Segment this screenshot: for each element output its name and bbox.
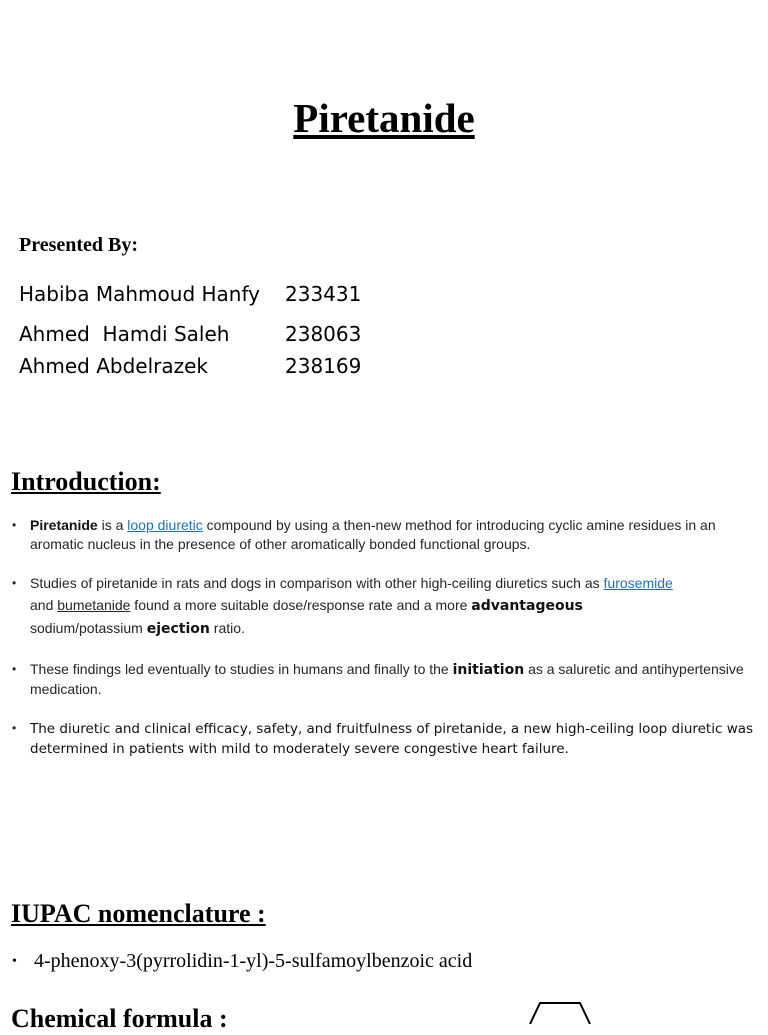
bullet-icon: • (12, 662, 17, 676)
bold-term: ejection (146, 621, 210, 637)
member-row (19, 280, 361, 308)
bullet-icon: • (12, 721, 17, 735)
member-name: Habiba Mahmoud Hanfy (19, 282, 260, 306)
member-id: 233431 (285, 282, 362, 306)
iupac-name-item (12, 947, 472, 976)
member-id: 238169 (285, 354, 362, 378)
text-run: and (30, 597, 58, 613)
member-name: Ahmed Hamdi Saleh (19, 322, 230, 346)
introduction-heading: Introduction: (11, 467, 161, 496)
loop-diuretic-link[interactable]: loop diuretic (127, 517, 203, 533)
text-run: found a more suitable dose/response rate and a more (130, 597, 472, 613)
bullet-icon: • (12, 518, 17, 532)
text-run: The diuretic and clinical efficacy, safety, and fruitfulness of piretanide, a new high-ceiling loop diuretic was determined in patients with mild to moderately severe congestive heart failure. (30, 721, 754, 757)
bumetanide-term: bumetanide (57, 597, 131, 613)
page-title: Piretanide (293, 95, 475, 141)
text-run: compound by using a then-new method for introducing cyclic amine residues in an aromatic nucleus in the presence of other aromatically bonded functional groups. (30, 517, 716, 552)
list-item (12, 719, 768, 759)
list-item (12, 660, 768, 699)
structure-ring-edge (530, 1003, 590, 1024)
text-run: sodium/potassium (30, 620, 147, 636)
list-item (12, 516, 768, 554)
bold-term: advantageous (471, 598, 583, 614)
text-run: Studies of piretanide in rats and dogs in comparison with other high-ceiling diuretics such as (30, 575, 604, 591)
text-run: is a (97, 517, 128, 533)
bold-term: initiation (452, 662, 525, 678)
member-id: 238063 (285, 322, 362, 346)
list-item (12, 572, 768, 640)
member-row (19, 352, 361, 380)
text-run: as a saluretic and antihypertensive medication. (30, 661, 744, 697)
member-name: Ahmed Abdelrazek (19, 354, 208, 378)
text-run: These findings led eventually to studies in humans and finally to the (30, 661, 453, 677)
bullet-icon: • (12, 576, 17, 590)
presented-by-label: Presented By: (19, 234, 139, 256)
member-row (19, 320, 361, 348)
iupac-heading: IUPAC nomenclature : (11, 899, 266, 928)
bullet-icon: • (12, 954, 17, 969)
text-run: ratio. (209, 620, 245, 636)
introduction-list (12, 516, 768, 759)
chemical-structure-icon (510, 996, 610, 1024)
chemical-formula-heading: Chemical formula : (11, 1004, 228, 1033)
bold-term: Piretanide (30, 517, 98, 533)
furosemide-link[interactable]: furosemide (603, 575, 673, 591)
iupac-name: 4-phenoxy-3(pyrrolidin-1-yl)-5-sulfamoylbenzoic acid (34, 950, 473, 972)
